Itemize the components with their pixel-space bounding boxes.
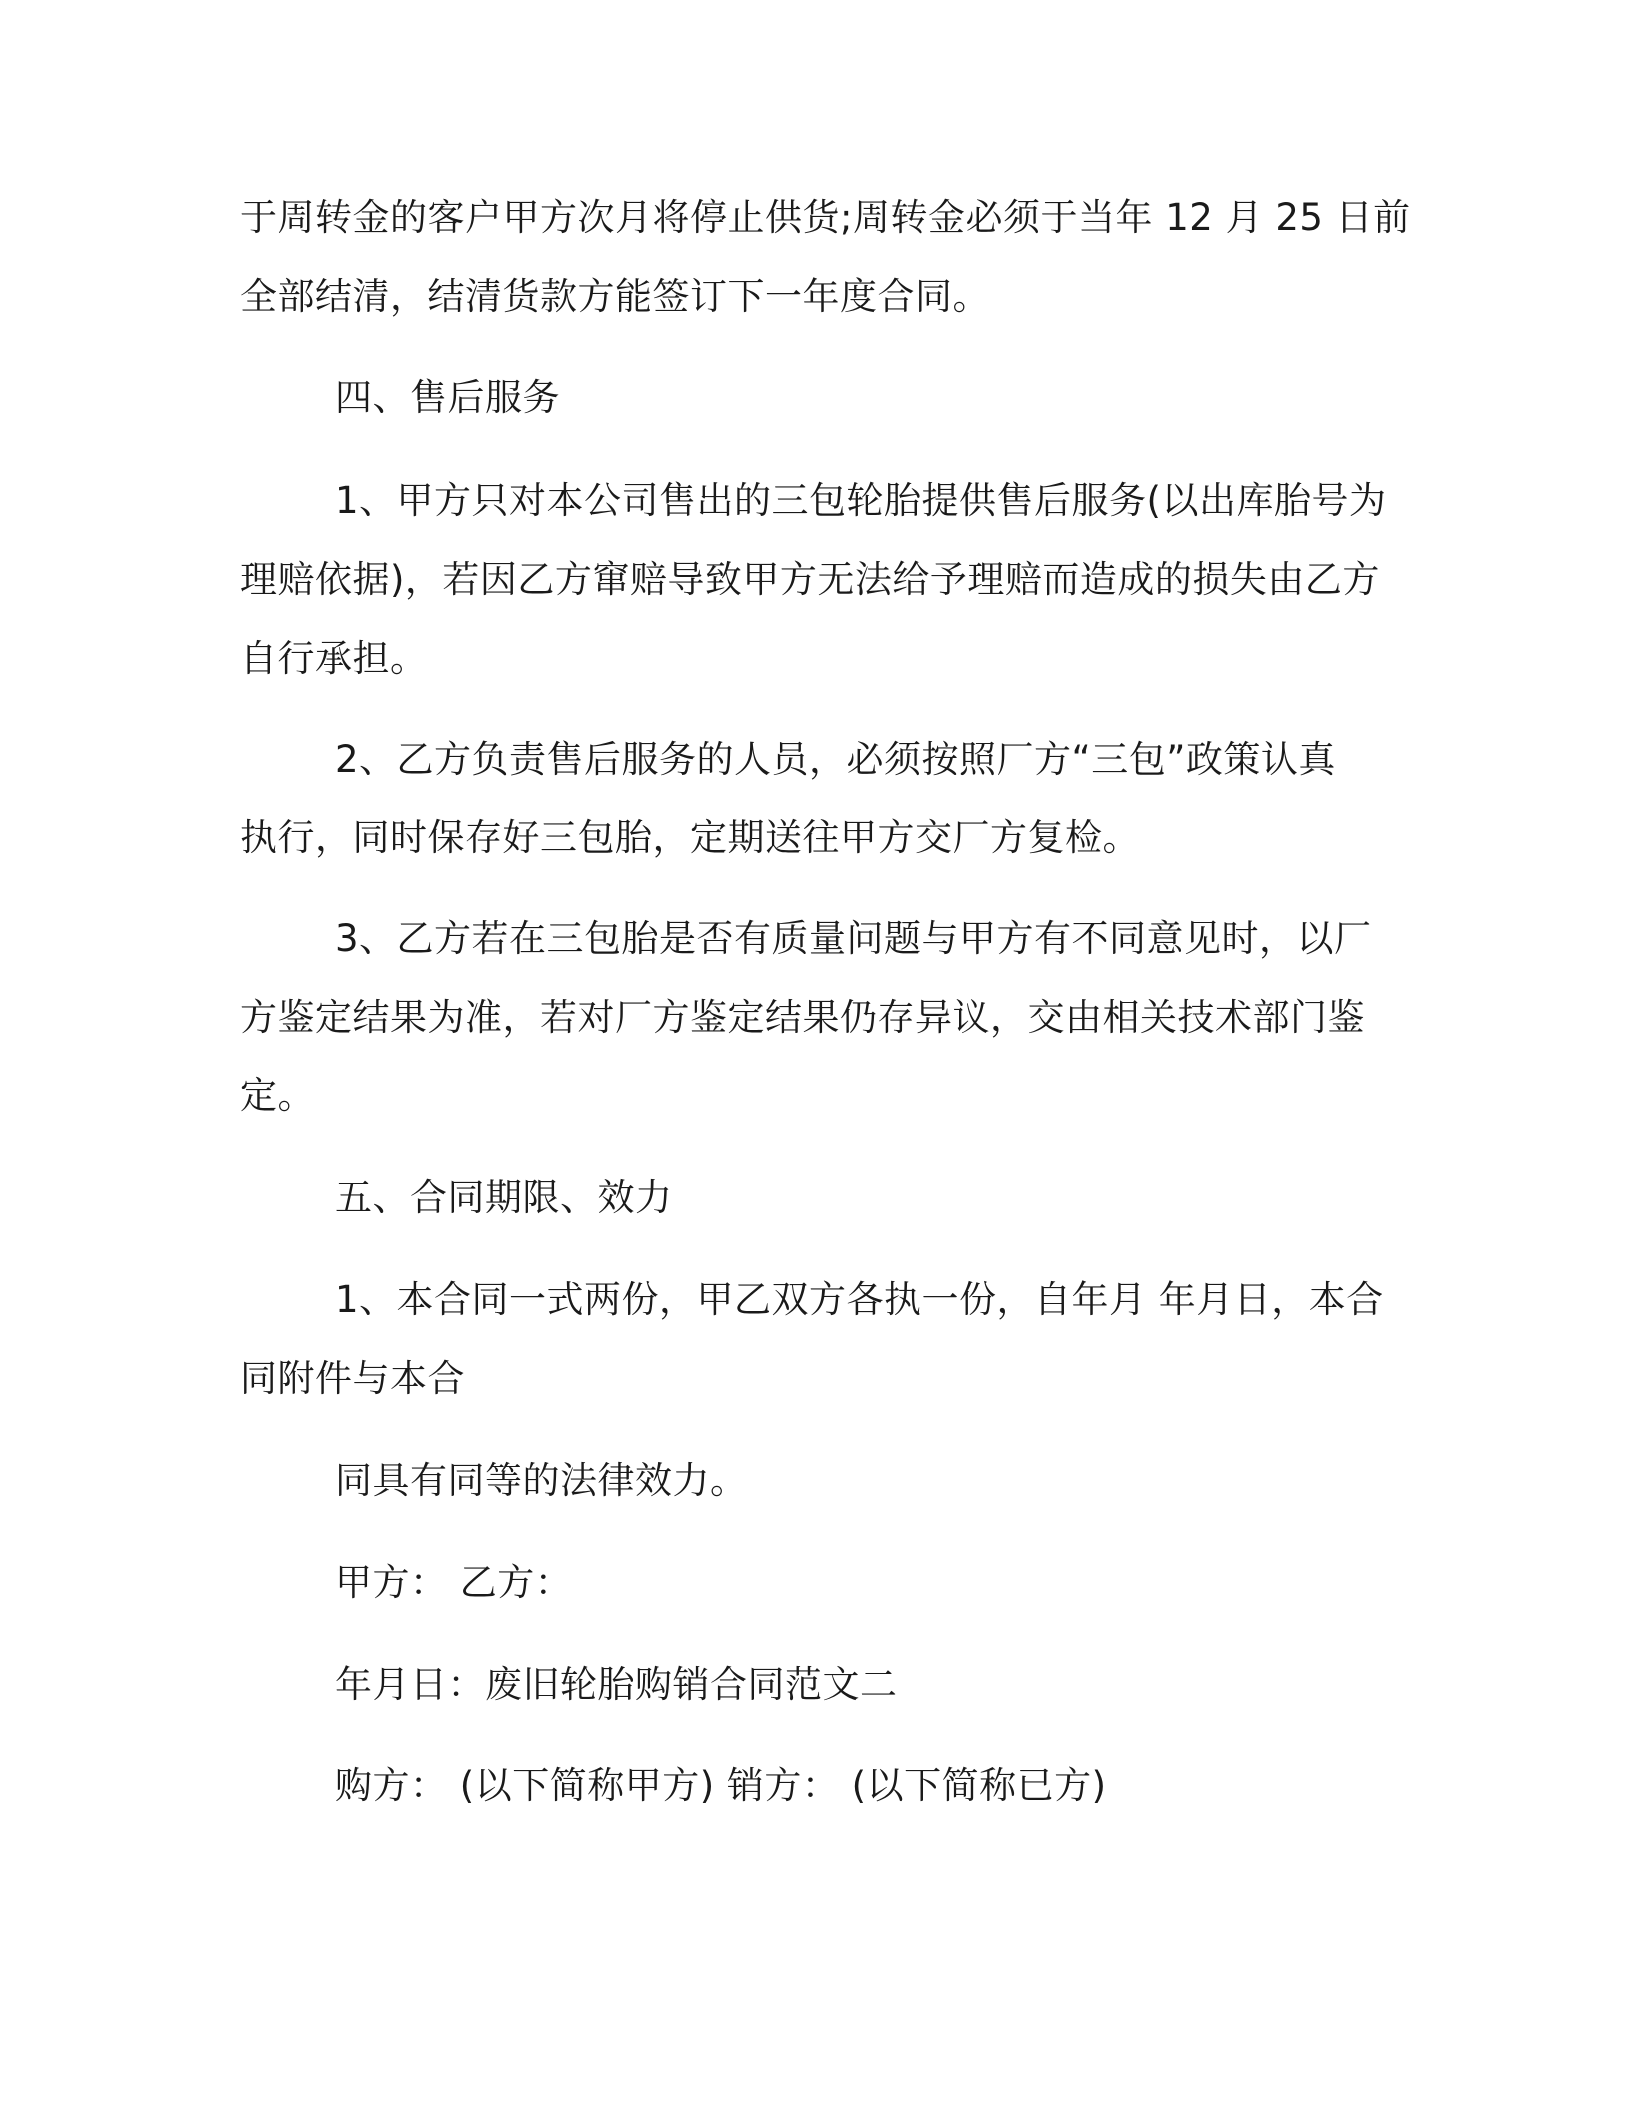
paragraph-line: 1、甲方只对本公司售出的三包轮胎提供售后服务(以出库胎号为 <box>335 479 1387 522</box>
paragraph-line: 于周转金的客户甲方次月将停止供货;周转金必须于当年 12 月 25 日前 <box>240 196 1411 239</box>
paragraph-line: 定。 <box>240 1074 315 1117</box>
paragraph-line: 执行，同时保存好三包胎，定期送往甲方交厂方复检。 <box>240 816 1140 859</box>
section-heading: 五、合同期限、效力 <box>335 1176 673 1219</box>
paragraph-line: 理赔依据)，若因乙方窜赔导致甲方无法给予理赔而造成的损失由乙方 <box>240 558 1380 601</box>
paragraph-line: 同附件与本合 <box>240 1357 465 1400</box>
parties-line: 购方： (以下简称甲方) 销方： (以下简称已方) <box>335 1764 1107 1807</box>
date-title-line: 年月日：废旧轮胎购销合同范文二 <box>335 1663 898 1706</box>
paragraph-line: 同具有同等的法律效力。 <box>335 1459 748 1502</box>
paragraph-line: 自行承担。 <box>240 637 428 680</box>
section-heading: 四、售后服务 <box>335 376 560 419</box>
paragraph-line: 3、乙方若在三包胎是否有质量问题与甲方有不同意见时，以厂 <box>335 917 1372 960</box>
paragraph-line: 全部结清，结清货款方能签订下一年度合同。 <box>240 275 990 318</box>
paragraph-line: 1、本合同一式两份，甲乙双方各执一份，自年月 年月日，本合 <box>335 1278 1384 1321</box>
paragraph-line: 2、乙方负责售后服务的人员，必须按照厂方“三包”政策认真 <box>335 738 1336 781</box>
signature-line: 甲方： 乙方： <box>335 1561 573 1604</box>
paragraph-line: 方鉴定结果为准，若对厂方鉴定结果仍存异议，交由相关技术部门鉴 <box>240 996 1365 1039</box>
